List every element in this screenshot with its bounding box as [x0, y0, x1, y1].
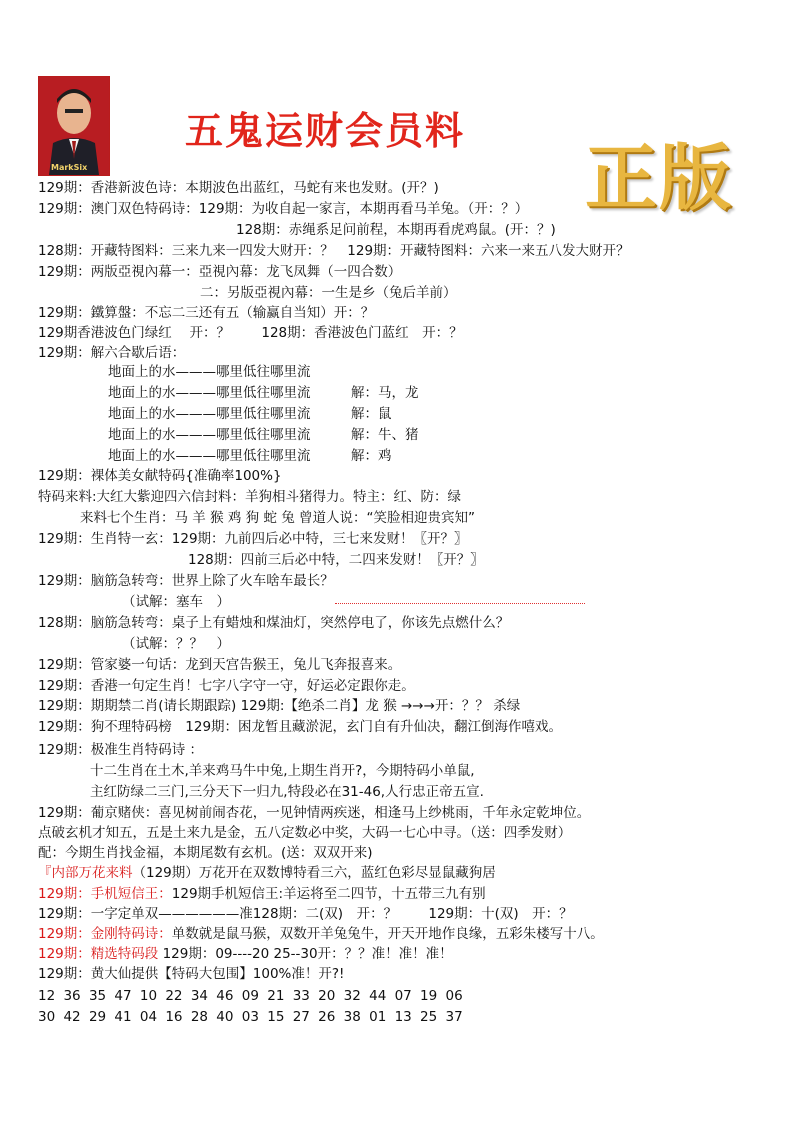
text-line: 129期：两版亞視內幕一：亞視內幕：龙飞凤舞（一四合数）: [38, 264, 402, 280]
jingxuan-period: 129期：: [38, 946, 91, 962]
text-line: （试解：？？ ）: [122, 636, 230, 652]
text-line: 十二生肖在土木,羊来鸡马牛中兔,上期生肖开?，今期特码小单鼠,: [90, 763, 475, 779]
text-line: 128期：四前三后必中特，二四来发财！〖开？〗: [188, 552, 484, 568]
text-line: 129期：生肖特一玄：129期：九前四后必中特，三七来发财！〖开？〗: [38, 531, 468, 547]
text-line: 129期：脑筋急转弯：世界上除了火车啥车最长？: [38, 573, 334, 589]
text-line: 129期：管家婆一句话：龙到天宫告猴王，兔儿飞奔报喜来。: [38, 657, 402, 673]
text-line: 特码来料:大红大紫迎四六信封料：羊狗相斗猪得力。特主：红、防：绿: [38, 489, 462, 505]
photo-watermark: MarkSix: [51, 163, 88, 172]
text-line: 129期：一字定单双——————准128期：二(双) 开：？ 129期：十(双) 开：？: [38, 906, 573, 922]
text-line: 129期：葡京赌侠：喜见树前闹杏花，一见钟情两疾迷，相逢马上纱桃雨，千年永定乾坤位。: [38, 805, 591, 821]
text-line: 129期香港波色门绿红 开：？ 128期：香港波色门蓝红 开：？: [38, 325, 463, 341]
text-line: 配：今期生肖找金福，本期尾数有玄机。(送：双双开来): [38, 845, 373, 861]
jingxuan-line: [38, 944, 453, 964]
text-line: 来料七个生肖：马 羊 猴 鸡 狗 蛇 兔 曾道人说：“笑脸相迎贵宾知”: [80, 510, 476, 526]
text-line: 128期：脑筋急转弯：桌子上有蜡烛和煤油灯，突然停电了，你该先点燃什么？: [38, 615, 510, 631]
jingxuan-text: 129期：09----20 25--30开：？？准！准！准！: [162, 946, 453, 962]
text-line: 129期：香港一句定生肖！七字八字守一守，好运必定跟你走。: [38, 678, 415, 694]
text-line: 地面上的水———哪里低往哪里流: [108, 364, 311, 380]
page-title: 五鬼运财会员料: [185, 108, 466, 153]
numbers-row-1: 12 36 35 47 10 22 34 46 09 21 33 20 32 44 07 19 06: [38, 988, 463, 1004]
jingang-label: 金刚特码诗：: [90, 926, 172, 942]
text-line: 地面上的水———哪里低往哪里流 解：马，龙: [108, 385, 419, 401]
text-line: 128期：赤绳系足问前程，本期再看虎鸡鼠。(开：？): [236, 222, 556, 238]
shouji-text: 129期手机短信王:羊运将至二四节，十五带三九有别: [171, 886, 486, 902]
text-line: 点破玄机才知五，五是土来九是金，五八定数必中奖，大码一七心中寻。（送：四季发财）: [38, 825, 572, 841]
genuine-badge: 正版: [585, 136, 734, 220]
text-line: 129期：裸体美女献特码{准确率100%}: [38, 468, 282, 484]
text-line: 129期：极准生肖特码诗 ：: [38, 742, 204, 758]
neibu-period: （129期）: [132, 865, 199, 881]
jingang-line: [38, 924, 604, 944]
text-line: 129期：澳门双色特码诗：129期：为收自起一家言，本期再看马羊兔。（开：？）: [38, 201, 529, 217]
decorative-divider: [335, 603, 585, 604]
jingang-period: 129期：: [38, 926, 91, 942]
text-line: 129期：解六合歇后语：: [38, 345, 186, 361]
text-line: 129期：黄大仙提供【特码大包围】100%准！开?!: [38, 966, 345, 982]
text-line: 主红防绿二三门,三分天下一归九,特段必在31-46,人行忠正帝五宣.: [90, 784, 484, 800]
text-line: 128期：开藏特图料：三来九来一四发大财开：？ 129期：开藏特图料：六来一来五八发大财开？: [38, 243, 630, 259]
portrait-photo: [38, 76, 110, 176]
text-line: 129期：鐵算盤：不忘二三还有五（输赢自当知）开：？: [38, 305, 375, 321]
text-line: 二：另版亞視內幕：一生是乡（兔后羊前）: [200, 285, 457, 301]
neibu-line: [38, 863, 496, 883]
text-line: 地面上的水———哪里低往哪里流 解：鼠: [108, 406, 392, 422]
text-line: 129期：狗不理特码榜 129期：困龙暂且藏淤泥，玄门自有升仙决，翻江倒海作嘻戏。: [38, 719, 563, 735]
neibu-label: 『内部万花来料: [38, 865, 133, 881]
text-line: （试解：塞车 ）: [122, 594, 230, 610]
shouji-label: 129期：手机短信王：: [38, 886, 172, 902]
neibu-text: 万花开在双数博特看三六，蓝红色彩尽显鼠藏狗居: [198, 865, 496, 881]
text-line: 129期：香港新波色诗：本期波色出蓝红，马蛇有来也发财。(开？): [38, 180, 439, 196]
shouji-line: [38, 884, 486, 904]
text-line: 地面上的水———哪里低往哪里流 解：鸡: [108, 448, 392, 464]
portrait-illustration: [39, 77, 109, 175]
jingang-text: 单数就是鼠马猴，双数开羊兔兔牛，开天开地作良缘，五彩朱楼写十八。: [171, 926, 604, 942]
text-line: 129期：期期禁二肖(请长期跟踪) 129期:【绝杀二肖】龙 猴 →→→开：？？ 杀绿: [38, 698, 521, 714]
text-line: 地面上的水———哪里低往哪里流 解：牛、猪: [108, 427, 419, 443]
jingxuan-label: 精选特码段: [90, 946, 159, 962]
numbers-row-2: 30 42 29 41 04 16 28 40 03 15 27 26 38 01 13 25 37: [38, 1009, 463, 1025]
